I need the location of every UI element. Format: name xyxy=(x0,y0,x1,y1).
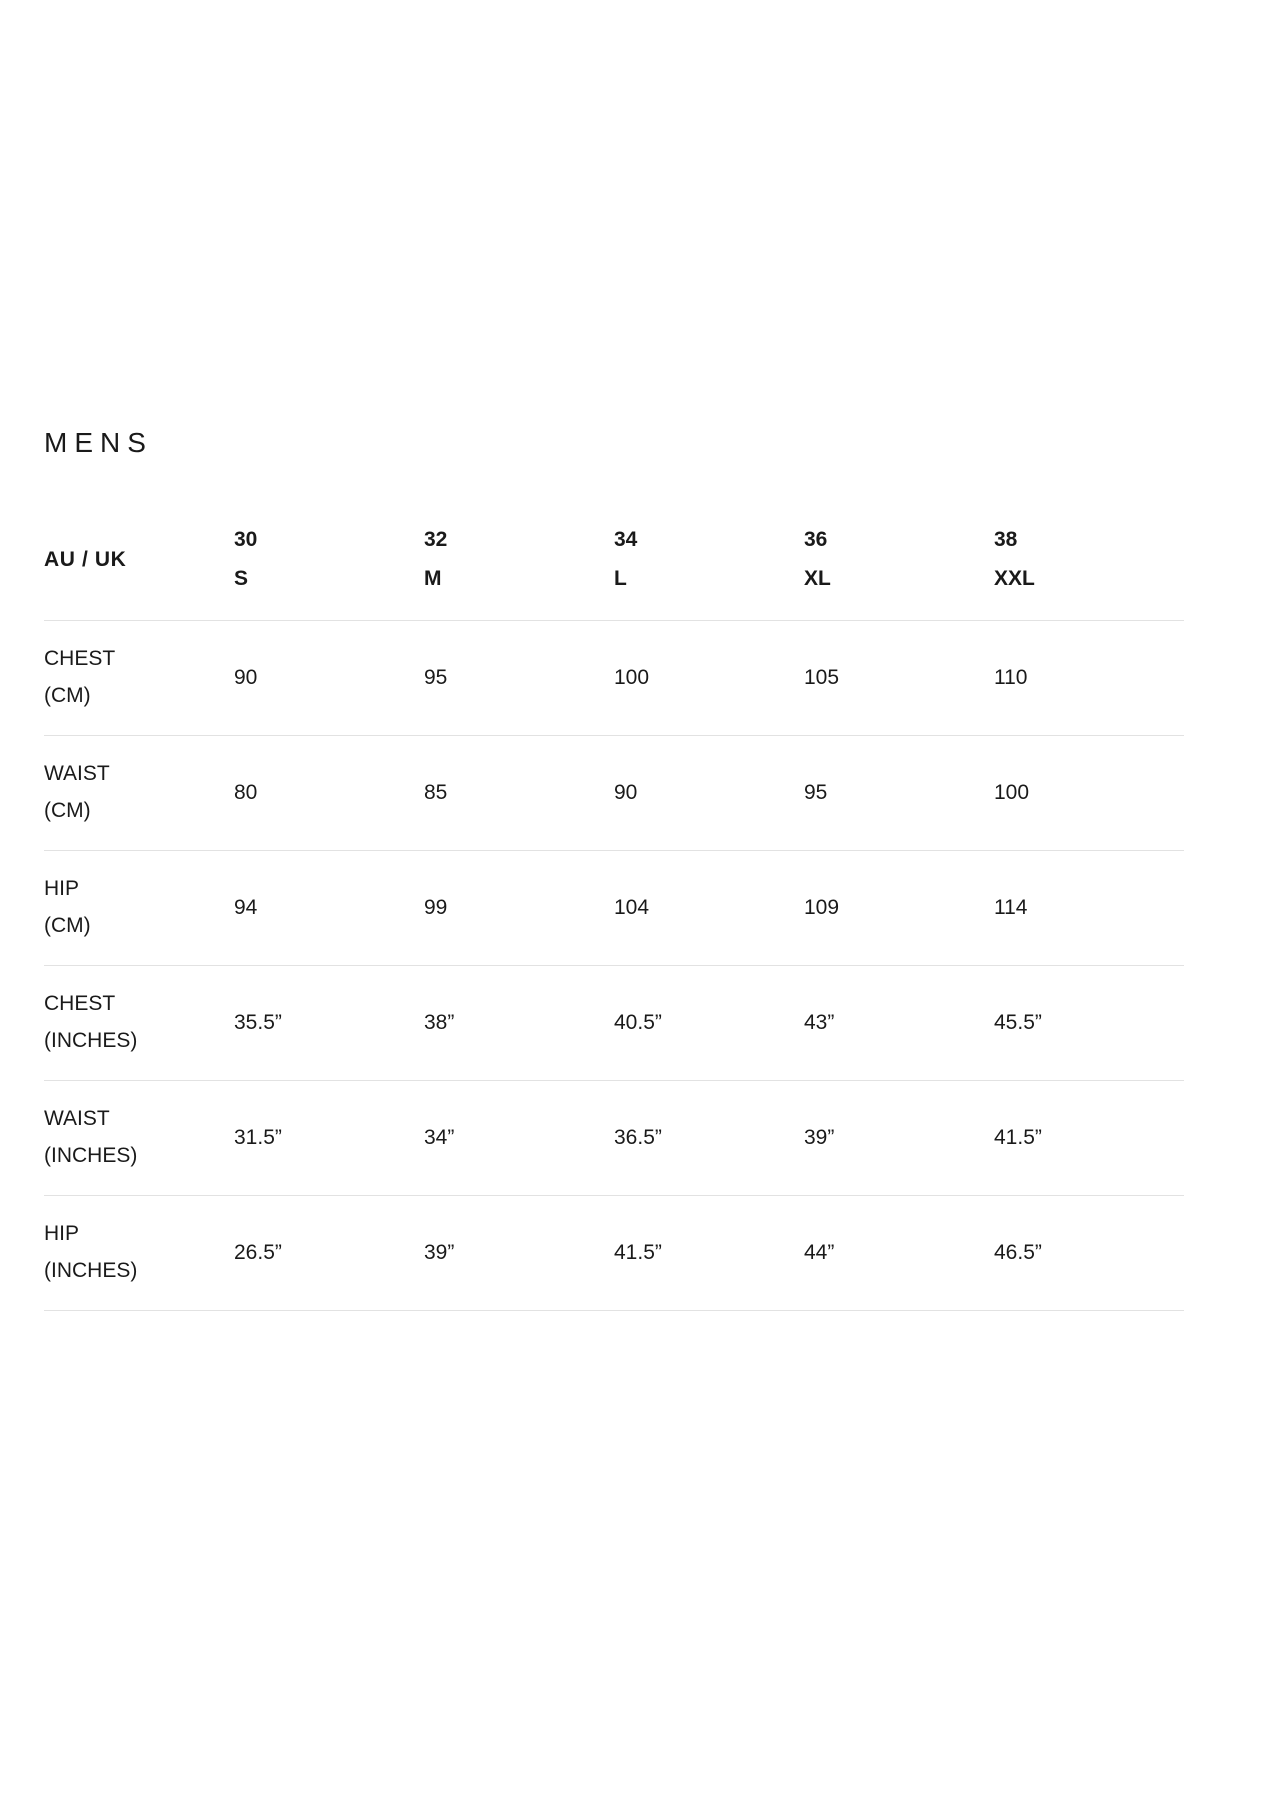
cell-value: 31.5” xyxy=(234,1125,282,1149)
row-label-line2: (CM) xyxy=(44,798,91,822)
row-label-line2: (INCHES) xyxy=(44,1028,138,1052)
cell-value: 109 xyxy=(804,895,840,919)
cell-value: 38” xyxy=(424,1010,455,1034)
row-label-chest-cm xyxy=(44,620,234,735)
table-header xyxy=(44,500,1184,620)
size-au-2: 32 xyxy=(424,527,448,551)
row-label-line2: (INCHES) xyxy=(44,1143,138,1167)
cell-value: 90 xyxy=(234,665,258,689)
page-title: MENS xyxy=(44,426,153,458)
table-row xyxy=(44,620,1184,735)
size-au-4: 36 xyxy=(804,527,828,551)
cell-value: 45.5” xyxy=(994,1010,1042,1034)
row-label-waist-inches xyxy=(44,1080,234,1195)
row-label-chest-inches xyxy=(44,965,234,1080)
size-chart-table xyxy=(44,500,1184,1311)
size-alpha-4: XL xyxy=(804,566,831,590)
size-au-1: 30 xyxy=(234,527,258,551)
column-header-au-uk: AU / UK xyxy=(44,547,127,571)
size-alpha-3: L xyxy=(614,566,627,590)
cell-value: 34” xyxy=(424,1125,455,1149)
cell-value: 41.5” xyxy=(614,1240,662,1264)
table-body xyxy=(44,620,1184,1310)
column-header-size-3 xyxy=(614,500,804,620)
cell-value: 105 xyxy=(804,665,840,689)
row-label-hip-inches xyxy=(44,1195,234,1310)
cell-value: 94 xyxy=(234,895,258,919)
cell-value: 85 xyxy=(424,780,448,804)
cell-value: 35.5” xyxy=(234,1010,282,1034)
size-alpha-5: XXL xyxy=(994,566,1035,590)
cell-value: 36.5” xyxy=(614,1125,662,1149)
table-row xyxy=(44,735,1184,850)
row-label-waist-cm xyxy=(44,735,234,850)
cell-value: 100 xyxy=(994,780,1030,804)
cell-value: 90 xyxy=(614,780,638,804)
size-au-3: 34 xyxy=(614,527,638,551)
table-row xyxy=(44,965,1184,1080)
row-label-line2: (INCHES) xyxy=(44,1258,138,1282)
cell-value: 104 xyxy=(614,895,650,919)
cell-value: 100 xyxy=(614,665,650,689)
cell-value: 43” xyxy=(804,1010,835,1034)
table-row xyxy=(44,1080,1184,1195)
column-header-size-5 xyxy=(994,500,1184,620)
cell-value: 39” xyxy=(424,1240,455,1264)
cell-value: 110 xyxy=(994,665,1028,689)
cell-value: 26.5” xyxy=(234,1240,282,1264)
header-row xyxy=(44,500,1184,620)
cell-value: 99 xyxy=(424,895,448,919)
cell-value: 41.5” xyxy=(994,1125,1042,1149)
table-row xyxy=(44,1195,1184,1310)
row-label-line2: (CM) xyxy=(44,683,91,707)
row-label-line1: CHEST xyxy=(44,992,116,1016)
row-label-hip-cm xyxy=(44,850,234,965)
cell-value: 95 xyxy=(804,780,828,804)
row-label-line1: WAIST xyxy=(44,762,110,786)
table-row xyxy=(44,850,1184,965)
column-header-size-1 xyxy=(234,500,424,620)
cell-value: 46.5” xyxy=(994,1240,1042,1264)
cell-value: 80 xyxy=(234,780,258,804)
cell-value: 39” xyxy=(804,1125,835,1149)
row-label-line1: HIP xyxy=(44,1222,80,1246)
size-alpha-2: M xyxy=(424,566,442,590)
column-header-size-2 xyxy=(424,500,614,620)
cell-value: 95 xyxy=(424,665,448,689)
row-label-line1: CHEST xyxy=(44,647,116,671)
column-header-size-4 xyxy=(804,500,994,620)
cell-value: 44” xyxy=(804,1240,835,1264)
cell-value: 114 xyxy=(994,895,1028,919)
row-label-line2: (CM) xyxy=(44,913,91,937)
row-label-line1: HIP xyxy=(44,877,80,901)
size-alpha-1: S xyxy=(234,566,249,590)
row-label-line1: WAIST xyxy=(44,1107,110,1131)
cell-value: 40.5” xyxy=(614,1010,662,1034)
size-au-5: 38 xyxy=(994,527,1018,551)
